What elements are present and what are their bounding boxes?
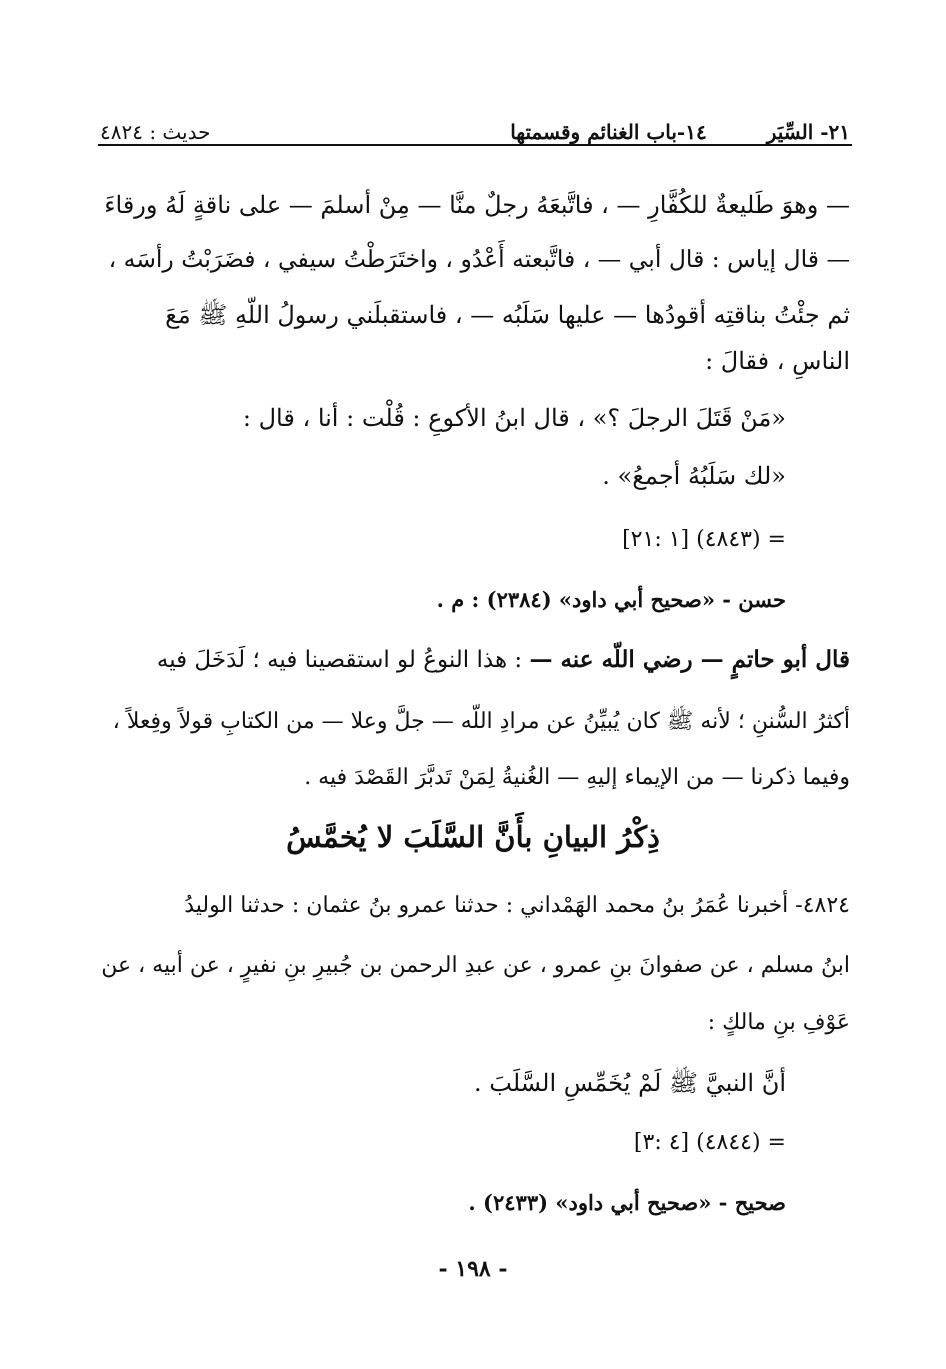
isnad-line-3: عَوْفِ بنِ مالكٍ : (707, 1010, 850, 1035)
cross-reference-4844: = (٤٨٤٤) [٤ :٣] (633, 1130, 786, 1155)
grading-note-4844: صحيح - «صحيح أبي داود» (٢٤٣٣) . (468, 1190, 786, 1215)
running-header (100, 108, 850, 144)
header-hadith-number: حديث : ٤٨٢٤ (100, 120, 211, 144)
isnad-line-1: ٤٨٢٤- أخبرنا عُمَرُ بنُ محمد الهَمْداني : حدثنا عمرو بنُ عثمان : حدثنا الوليدُ (184, 893, 850, 918)
text-line-2: — قال إياس : قال أبي — ، فاتَّبعته أَعْدُو ، واختَرَطْتُ سيفي ، فضَرَبْتُ رأسَه ، (108, 245, 850, 273)
header-chapter-title: ١٤-باب الغنائم وقسمتها (510, 120, 707, 144)
commentary-line-1 (157, 646, 850, 673)
text-line-4: الناسِ ، فقالَ : (705, 347, 850, 375)
grading-note-4843: حسن - «صحيح أبي داود» (٢٣٨٤) : م . (436, 587, 786, 612)
hadith-matn: أنَّ النبيَّ ﷺ لَمْ يُخَمِّسِ السَّلَبَ . (474, 1069, 786, 1097)
hadith-quote-line-2: «لك سَلَبُهُ أجمعُ» . (602, 462, 786, 490)
cross-reference-4843: = (٤٨٤٣) [١ :٢١] (622, 527, 786, 552)
text-line-3: ثم جئْتُ بناقتِه أقودُها — عليها سَلَبُه — ، فاستقبلَني رسولُ اللّهِ ﷺ مَعَ (165, 301, 850, 329)
hadith-quote-line-1: «مَنْ قَتَلَ الرجلَ ؟» ، قال ابنُ الأكوعِ : قُلْت : أنا ، قال : (242, 404, 786, 432)
section-heading: ذِكْرُ البيانِ بأَنَّ السَّلَبَ لا يُخمَّسُ (286, 820, 660, 854)
page-number: - ١٩٨ - (438, 1256, 508, 1282)
header-book-title: ٢١- السِّيَر (766, 120, 850, 144)
commentary-line-3: وفيما ذكرنا — من الإيماء إليهِ — الغُنيةُ لِمَنْ تَدبَّرَ القَصْدَ فيه . (304, 765, 850, 790)
isnad-line-2: ابنُ مسلم ، عن صفوانَ بنِ عمرو ، عن عبدِ الرحمن بن جُبيرِ بنِ نفيرٍ ، عن أبيه ، عن (101, 953, 850, 978)
text-line-1: — وهوَ طَليعةٌ للكُفَّارِ — ، فاتَّبعَهُ رجلٌ منَّا — مِنْ أسلمَ — على ناقةٍ لَهُ ورقاءَ (104, 191, 850, 219)
commentary-lead: قال أبو حاتمٍ — رضي اللّه عنه — (529, 646, 850, 673)
commentary-line-1-rest: : هذا النوعُ لو استقصينا فيه ؛ لَدَخَلَ فيه (156, 647, 530, 673)
header-rule (98, 144, 852, 146)
commentary-line-2: أكثرُ السُّننِ ؛ لأنه ﷺ كان يُبيِّنُ عن مرادِ اللّه — جلَّ وعلا — من الكتابِ قولاً وفِعلاً ، (112, 709, 850, 734)
